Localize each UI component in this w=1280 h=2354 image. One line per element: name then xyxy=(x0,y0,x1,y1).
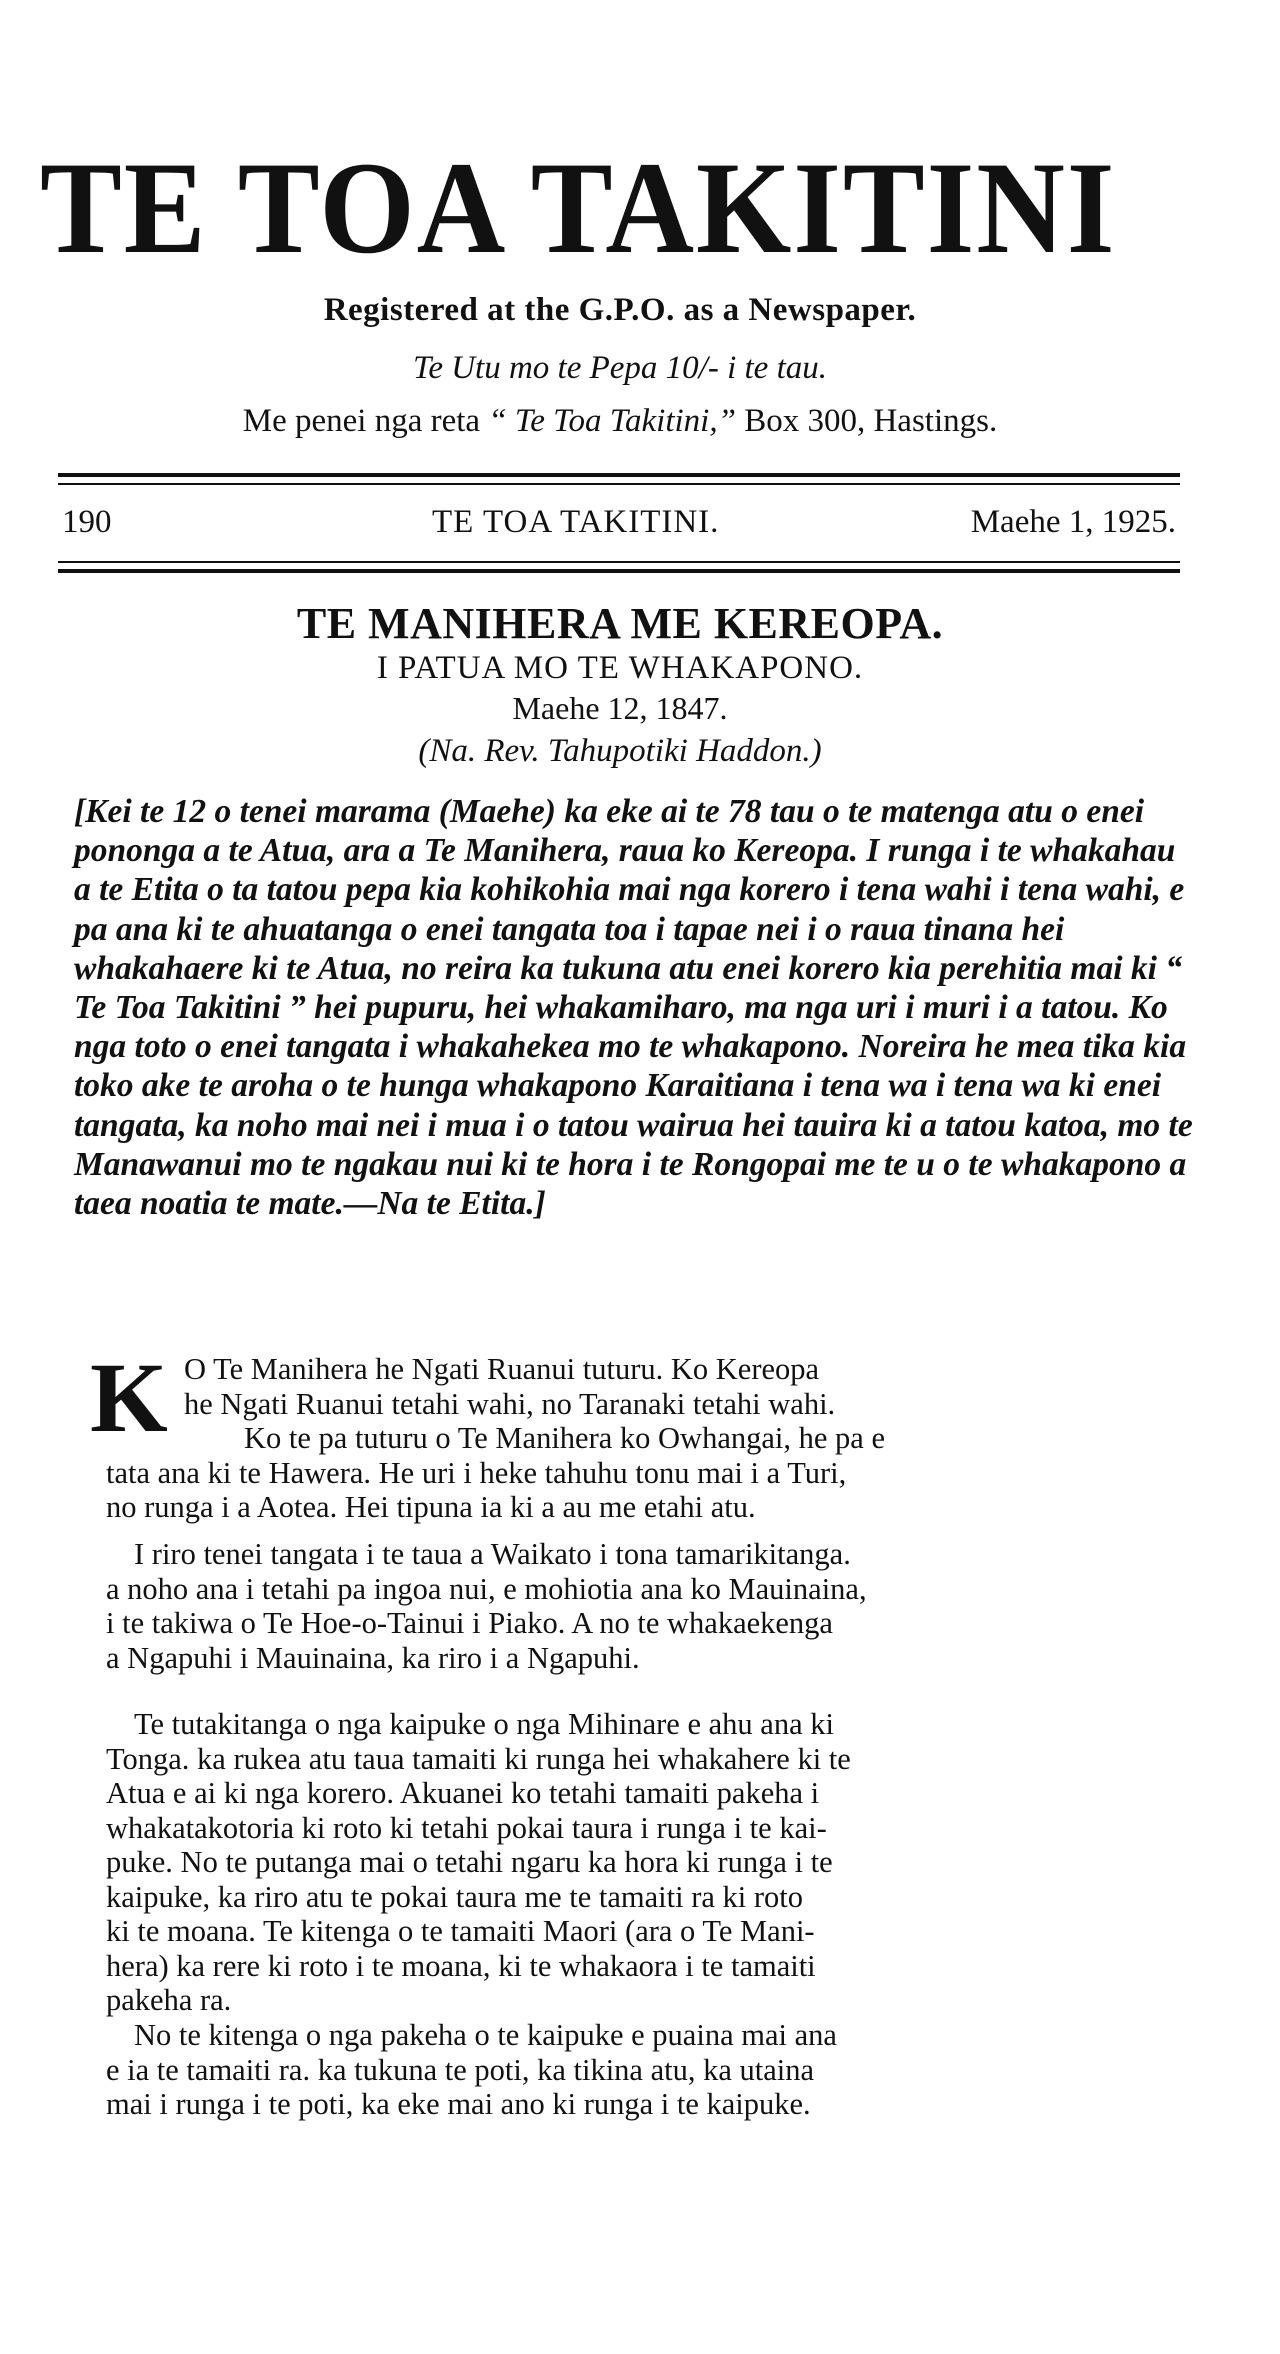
paragraph-3 xyxy=(106,1707,1206,2018)
paragraph-line: O Te Manihera he Ngati Ruanui tuturu. Ko Kereopa xyxy=(184,1352,820,1386)
paragraph-line: I riro tenei tangata i te taua a Waikato i tona tamarikitanga. xyxy=(134,1537,851,1571)
article-title: TE MANIHERA ME KEREOPA. xyxy=(296,599,944,648)
drop-cap: K xyxy=(90,1342,168,1453)
article-byline: (Na. Rev. Tahupotiki Haddon.) xyxy=(418,733,822,769)
editor-note: [Kei te 12 o tenei marama (Maehe) ka eke ai te 78 tau o te matenga atu o enei pononga a te Atua, ara a Te Manihera, raua ko Kereopa. I runga i te whakahau a te Etita o ta tatou pepa kia kohikohia mai nga korero i tena wahi i tena wahi, e pa ana ki te ahuatanga o enei tangata toa i tapae nei i o raua tinana hei whakahaere ki te Atua, no reira ka tukuna atu enei korero kia perehitia mai ki “ Te Toa Takitini ” hei pupuru, hei whakamiharo, ma nga uri i muri i a tatou. Ko nga toto o enei tangata i whakahekea mo te whakapono. Noreira he mea tika kia toko ake te aroha o te hunga whakapono Karaitiana i tena wa i tena wa ki enei tangata, ka noho mai nei i mua i o tatou wairua hei tauira ki a tatou katoa, mo te Manawanui mo te ngakau nui ki te hora i te Rongopai me te u o te whakapono a taea noatia te mate.—Na te Etita.] xyxy=(74,793,1193,1223)
postal-address xyxy=(60,403,1180,440)
paragraph-line: e ia te tamaiti ra. ka tukuna te poti, ka tikina atu, ka utaina xyxy=(106,2052,815,2087)
header-rule-top-1 xyxy=(58,473,1180,477)
paragraph-line: he Ngati Ruanui tetahi wahi, no Taranaki tetahi wahi. xyxy=(184,1386,836,1421)
page-number: 190 xyxy=(62,504,112,540)
article-subtitle: I PATUA MO TE WHAKAPONO. xyxy=(376,650,864,686)
paragraph-4 xyxy=(106,2018,1206,2122)
paragraph-line: tata ana ki te Hawera. He uri i heke tahuhu tonu mai i a Turi, xyxy=(106,1455,847,1490)
paragraph-line: mai i runga i te poti, ka eke mai ano ki runga i te kaipuke. xyxy=(106,2087,811,2121)
paragraph-2 xyxy=(106,1537,1206,1675)
paragraph-line: Ko te pa tuturu o Te Manihera ko Owhangai, he pa e xyxy=(244,1421,885,1455)
header-rule-top-2 xyxy=(58,483,1180,485)
article-date: Maehe 12, 1847. xyxy=(512,690,728,726)
address-prefix: Me penei nga reta xyxy=(242,403,481,439)
paragraph-line: ki te moana. Te kitenga o te tamaiti Maori (ara o Te Mani- xyxy=(106,1914,815,1948)
header-rule-bottom-2 xyxy=(58,569,1180,573)
paragraph-line: Te tutakitanga o nga kaipuke o nga Mihinare e ahu ana ki xyxy=(134,1707,834,1741)
subscription-price: Te Utu mo te Pepa 10/- i te tau. xyxy=(413,350,827,386)
header-rule-bottom-1 xyxy=(58,561,1180,563)
registration-notice: Registered at the G.P.O. as a Newspaper. xyxy=(323,292,917,328)
paragraph-line: No te kitenga o nga pakeha o te kaipuke e puaina mai ana xyxy=(134,2018,837,2052)
paragraph-line: i te takiwa o Te Hoe-o-Tainui i Piako. A no te whakaekenga xyxy=(106,1606,833,1640)
address-title: “ Te Toa Takitini,” xyxy=(488,403,736,439)
paragraph-line: puke. No te putanga mai o tetahi ngaru ka hora ki runga i te xyxy=(106,1845,833,1879)
issue-date: Maehe 1, 1925. xyxy=(970,504,1176,540)
paragraph-1 xyxy=(106,1352,1206,1525)
paragraph-line: Atua e ai ki nga korero. Akuanei ko tetahi tamaiti pakeha i xyxy=(106,1776,820,1810)
running-header xyxy=(62,504,1176,548)
address-suffix: Box 300, Hastings. xyxy=(744,403,998,439)
paragraph-line: no runga i a Aotea. Hei tipuna ia ki a au me etahi atu. xyxy=(106,1490,756,1524)
running-title: TE TOA TAKITINI. xyxy=(432,504,720,540)
paragraph-line: Tonga. ka rukea atu taua tamaiti ki runga hei whakahere ki te xyxy=(106,1741,851,1776)
paragraph-line: whakatakotoria ki roto ki tetahi pokai taura i runga i te kai- xyxy=(106,1810,827,1845)
paragraph-line: a noho ana i tetahi pa ingoa nui, e mohiotia ana ko Mauinaina, xyxy=(106,1571,867,1606)
masthead-title: TE TOA TAKITINI xyxy=(40,134,1117,281)
paragraph-line: a Ngapuhi i Mauinaina, ka riro i a Ngapuhi. xyxy=(106,1640,640,1675)
paragraph-line: hera) ka rere ki roto i te moana, ki te whakaora i te tamaiti xyxy=(106,1948,816,1983)
paragraph-line: pakeha ra. xyxy=(106,1983,232,2017)
paragraph-line: kaipuke, ka riro atu te pokai taura me te tamaiti ra ki roto xyxy=(106,1879,804,1914)
